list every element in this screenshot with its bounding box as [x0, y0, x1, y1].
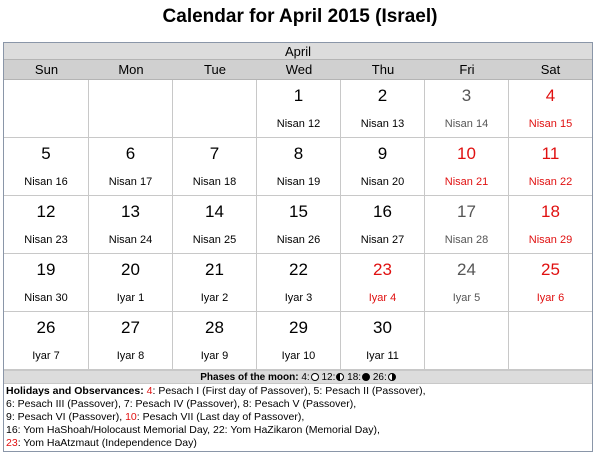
day-number: 23: [373, 260, 392, 279]
calendar-grid: [4, 80, 592, 370]
day-number: 24: [457, 260, 476, 279]
day-number: 6: [125, 144, 136, 163]
day-cell[interactable]: [425, 196, 509, 254]
hebrew-date: Iyar 6: [536, 292, 565, 304]
hebrew-date: Iyar 11: [366, 350, 399, 362]
empty-day-cell: [173, 80, 257, 138]
day-cell[interactable]: [257, 80, 341, 138]
page-title: Calendar for April 2015 (Israel): [162, 6, 438, 27]
empty-day-cell: [425, 312, 509, 370]
day-number: 3: [461, 86, 472, 105]
day-cell[interactable]: [173, 254, 257, 312]
hebrew-date: Nisan 13: [360, 118, 405, 130]
day-number: 15: [289, 202, 308, 221]
day-cell[interactable]: [341, 196, 425, 254]
day-number: 14: [205, 202, 224, 221]
weekday-mon: Mon: [118, 62, 144, 77]
day-cell[interactable]: [509, 138, 592, 196]
day-number: 25: [541, 260, 560, 279]
hebrew-date: Iyar 8: [116, 350, 145, 362]
moon-phase-day: 12:: [321, 372, 336, 383]
day-number: 18: [541, 202, 560, 221]
empty-day-cell: [89, 80, 173, 138]
day-cell[interactable]: [341, 80, 425, 138]
day-cell[interactable]: [509, 196, 592, 254]
day-number: 10: [457, 144, 476, 163]
last-quarter-icon: [336, 373, 344, 381]
day-number: 29: [289, 318, 308, 337]
day-cell[interactable]: [425, 80, 509, 138]
day-number: 17: [457, 202, 476, 221]
day-cell[interactable]: [425, 138, 509, 196]
weekday-wed: Wed: [285, 62, 313, 77]
day-cell[interactable]: [173, 138, 257, 196]
day-number: 19: [36, 260, 56, 279]
day-cell[interactable]: [509, 254, 592, 312]
empty-day-cell: [509, 312, 592, 370]
day-cell[interactable]: [257, 312, 341, 370]
day-number: 16: [373, 202, 392, 221]
day-cell[interactable]: [425, 254, 509, 312]
hebrew-date: Nisan 20: [360, 176, 405, 188]
hebrew-date: Nisan 29: [528, 234, 573, 246]
hebrew-date: Iyar 9: [200, 350, 229, 362]
day-number: 26: [36, 318, 56, 337]
calendar: [3, 42, 593, 452]
day-cell[interactable]: [173, 312, 257, 370]
hebrew-date: Nisan 14: [444, 118, 489, 130]
holiday-line: [6, 411, 590, 424]
day-cell[interactable]: [4, 312, 89, 370]
day-cell[interactable]: [341, 254, 425, 312]
hebrew-date: Nisan 12: [276, 118, 321, 130]
hebrew-date: Iyar 2: [200, 292, 229, 304]
new-moon-icon: [362, 373, 370, 381]
day-cell[interactable]: [4, 138, 89, 196]
day-number: 27: [121, 318, 140, 337]
day-cell[interactable]: [509, 80, 592, 138]
day-cell[interactable]: [341, 138, 425, 196]
day-number: 2: [377, 86, 388, 105]
weekday-sun: Sun: [34, 62, 59, 77]
day-cell[interactable]: [89, 138, 173, 196]
holiday-text: 6: Pesach III (Passover), 7: Pesach IV (Passover), 8: Pesach V (Passover),: [6, 398, 357, 410]
holiday-day-highlight: 23: [6, 437, 18, 449]
hebrew-date: Iyar 10: [281, 350, 316, 362]
day-cell[interactable]: [89, 254, 173, 312]
holiday-line: [6, 398, 590, 411]
day-cell[interactable]: [4, 196, 89, 254]
day-number: 21: [205, 260, 224, 279]
holidays-label: Holidays and Observances:: [6, 385, 144, 397]
weekday-header-row: [4, 60, 592, 80]
hebrew-date: Nisan 30: [24, 292, 68, 304]
hebrew-date: Nisan 24: [108, 234, 153, 246]
day-number: 5: [41, 144, 51, 163]
hebrew-date: Nisan 28: [444, 234, 489, 246]
hebrew-date: Nisan 25: [192, 234, 237, 246]
first-quarter-icon: [388, 373, 396, 381]
day-number: 7: [209, 144, 220, 163]
day-number: 1: [293, 86, 304, 105]
hebrew-date: Nisan 16: [24, 176, 68, 188]
day-number: 30: [373, 318, 392, 337]
holiday-text: : Yom HaAtzmaut (Independence Day): [17, 437, 197, 449]
day-cell[interactable]: [4, 254, 89, 312]
day-number: 22: [289, 260, 308, 279]
hebrew-date: Nisan 18: [192, 176, 237, 188]
holiday-text: : Pesach I (First day of Passover), 5: Pesach II (Passover),: [152, 385, 426, 397]
day-cell[interactable]: [89, 196, 173, 254]
holiday-day-highlight: 10: [125, 411, 137, 423]
hebrew-date: Nisan 15: [528, 118, 573, 130]
hebrew-date: Iyar 1: [116, 292, 145, 304]
weekday-fri: Fri: [459, 62, 475, 77]
hebrew-date: Iyar 3: [284, 292, 313, 304]
hebrew-date: Nisan 26: [276, 234, 321, 246]
holiday-line: [6, 385, 590, 398]
day-number: 28: [205, 318, 224, 337]
holiday-line: [6, 437, 590, 450]
hebrew-date: Iyar 5: [452, 292, 481, 304]
day-number: 11: [541, 144, 560, 163]
moon-phases-label: Phases of the moon:: [200, 372, 299, 383]
moon-phase-day: 4:: [301, 372, 310, 383]
holiday-text: : Pesach VII (Last day of Passover),: [136, 411, 305, 423]
holiday-text: 16: Yom HaShoah/Holocaust Memorial Day, 22: Yom HaZikaron (Memorial Day),: [6, 424, 380, 436]
hebrew-date: Nisan 27: [360, 234, 405, 246]
holiday-day-highlight: 4: [146, 385, 153, 397]
hebrew-date: Iyar 4: [368, 292, 397, 304]
hebrew-date: Iyar 7: [32, 350, 60, 362]
day-cell[interactable]: [341, 312, 425, 370]
weekday-thu: Thu: [371, 62, 395, 77]
weekday-sat: Sat: [540, 62, 561, 77]
day-cell[interactable]: [89, 312, 173, 370]
moon-phase-day: 18:: [347, 372, 362, 383]
day-number: 8: [293, 144, 304, 163]
day-number: 13: [121, 202, 140, 221]
weekday-tue: Tue: [204, 62, 226, 77]
moon-phase-day: 26:: [372, 372, 387, 383]
day-cell[interactable]: [257, 196, 341, 254]
day-number: 4: [545, 86, 556, 105]
empty-day-cell: [4, 80, 89, 138]
day-cell[interactable]: [257, 254, 341, 312]
day-number: 12: [36, 202, 56, 221]
day-cell[interactable]: [173, 196, 257, 254]
day-cell[interactable]: [257, 138, 341, 196]
month-header: April: [4, 43, 592, 60]
day-number: 20: [121, 260, 140, 279]
holiday-line: [6, 424, 590, 437]
hebrew-date: Nisan 19: [276, 176, 321, 188]
holiday-text: 9: Pesach VI (Passover),: [6, 411, 126, 423]
hebrew-date: Nisan 21: [444, 176, 489, 188]
moon-phases-row: [4, 370, 592, 384]
hebrew-date: Nisan 23: [24, 234, 68, 246]
day-number: 9: [377, 144, 388, 163]
hebrew-date: Nisan 22: [528, 176, 573, 188]
holidays-list: [6, 385, 590, 450]
hebrew-date: Nisan 17: [108, 176, 153, 188]
full-moon-icon: [311, 373, 319, 381]
